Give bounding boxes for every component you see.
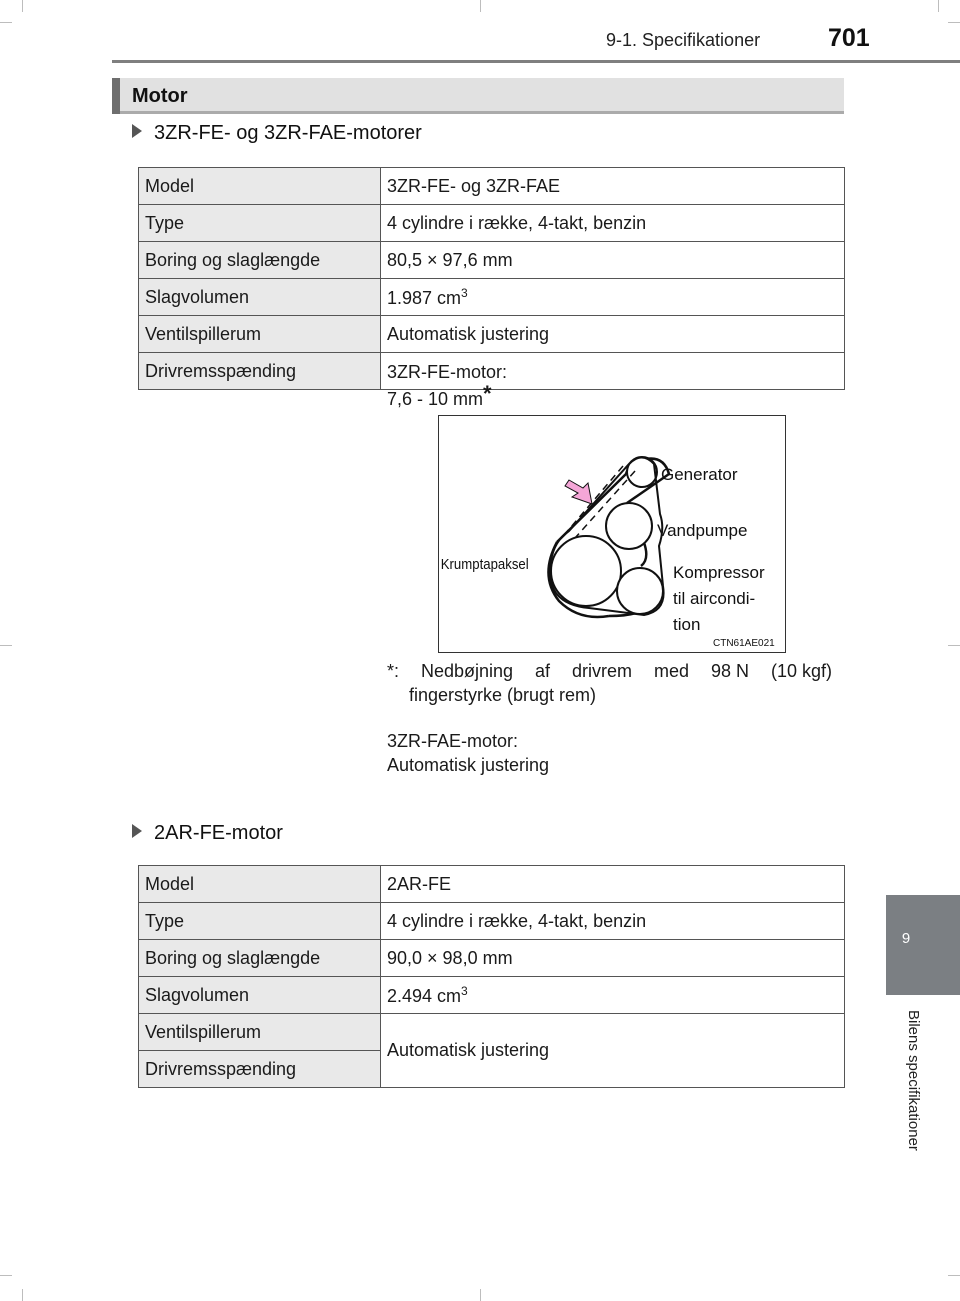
footnote-word: (10 kgf) bbox=[770, 661, 832, 681]
header-rule bbox=[112, 60, 960, 63]
crop-mark bbox=[948, 1275, 960, 1276]
fe-value: 7,6 - 10 mm bbox=[387, 389, 484, 409]
row-value: 2AR-FE bbox=[381, 866, 845, 903]
row-label: Type bbox=[139, 903, 381, 940]
chapter-number: 9 bbox=[901, 930, 911, 947]
table-row bbox=[139, 316, 845, 353]
label-compressor-1: Kompressor bbox=[673, 563, 765, 582]
table-row bbox=[139, 279, 845, 316]
label-compressor-3: tion bbox=[673, 615, 701, 634]
crop-mark bbox=[0, 1275, 12, 1276]
table-row bbox=[139, 168, 845, 205]
subheading-2ar bbox=[132, 822, 283, 845]
asterisk: * bbox=[483, 381, 492, 406]
page-number: 701 bbox=[828, 24, 870, 52]
merged-value: Automatisk justering bbox=[381, 1014, 845, 1088]
table-row bbox=[139, 977, 845, 1014]
row-label: Slagvolumen bbox=[139, 279, 381, 316]
crop-mark bbox=[948, 645, 960, 646]
footnote-line-1 bbox=[387, 659, 832, 683]
row-label: Drivremsspænding bbox=[139, 1051, 381, 1088]
belt-diagram bbox=[438, 415, 786, 653]
table-row bbox=[139, 866, 845, 903]
crop-mark bbox=[938, 0, 939, 12]
table-row bbox=[139, 1014, 845, 1051]
figure-code: CTN61AE021 bbox=[713, 638, 775, 649]
row-label: Drivremsspænding bbox=[139, 353, 381, 390]
fae-title: 3ZR-FAE-motor: bbox=[387, 731, 519, 751]
crankshaft-pulley bbox=[551, 536, 621, 606]
water-pump-pulley bbox=[606, 503, 652, 549]
header-section-title: 9-1. Specifikationer bbox=[606, 30, 761, 50]
unit-superscript: 3 bbox=[461, 983, 468, 998]
crop-mark bbox=[22, 1289, 23, 1301]
row-label: Ventilspillerum bbox=[139, 316, 381, 353]
table-row bbox=[139, 353, 845, 390]
belt-tension-cell bbox=[381, 353, 845, 775]
label-crankshaft: Krumptapaksel bbox=[440, 555, 529, 573]
crop-mark bbox=[0, 645, 12, 646]
section-title: Motor bbox=[132, 85, 188, 107]
footnote-word: med bbox=[653, 661, 689, 681]
row-label: Slagvolumen bbox=[139, 977, 381, 1014]
row-label: Model bbox=[139, 866, 381, 903]
subheading-3zr-text: 3ZR-FE- og 3ZR-FAE-motorer bbox=[154, 122, 422, 144]
label-compressor-2: til aircondi- bbox=[673, 589, 756, 608]
arrow-right-icon bbox=[132, 124, 142, 138]
crop-mark bbox=[0, 22, 12, 23]
crop-mark bbox=[948, 22, 960, 23]
crop-mark bbox=[480, 0, 481, 12]
row-value: 3ZR-FE- og 3ZR-FAE bbox=[381, 168, 845, 205]
table-row bbox=[139, 903, 845, 940]
footnote-mark: *: bbox=[387, 661, 400, 681]
row-label: Ventilspillerum bbox=[139, 1014, 381, 1051]
compressor-pulley bbox=[617, 568, 663, 614]
row-value bbox=[381, 977, 845, 1014]
row-value: 4 cylindre i række, 4-takt, benzin bbox=[381, 903, 845, 940]
displacement-value: 1.987 cm bbox=[387, 287, 462, 308]
subheading-3zr bbox=[132, 122, 422, 145]
fe-title: 3ZR-FE-motor: bbox=[387, 362, 508, 382]
unit-superscript: 3 bbox=[461, 285, 468, 300]
footnote-word: drivrem bbox=[572, 661, 633, 681]
displacement-value: 2.494 cm bbox=[387, 985, 462, 1006]
row-value: 80,5 × 97,6 mm bbox=[381, 242, 845, 279]
spec-table-2ar bbox=[138, 865, 845, 1088]
table-row bbox=[139, 940, 845, 977]
label-water-pump: Vandpumpe bbox=[657, 521, 748, 540]
label-generator: Generator bbox=[661, 465, 738, 484]
row-label: Type bbox=[139, 205, 381, 242]
pink-pointer-arrow-icon bbox=[565, 480, 592, 504]
footnote-word: 98 N bbox=[710, 661, 749, 681]
row-value: Automatisk justering bbox=[381, 316, 845, 353]
table-row bbox=[139, 205, 845, 242]
footnote bbox=[387, 659, 832, 707]
chapter-label: Bilens specifikationer bbox=[905, 1010, 922, 1151]
table-row bbox=[139, 242, 845, 279]
fae-block bbox=[387, 729, 549, 777]
section-header bbox=[112, 78, 844, 114]
row-value: 4 cylindre i række, 4-takt, benzin bbox=[381, 205, 845, 242]
section-accent bbox=[112, 78, 120, 114]
row-value bbox=[381, 279, 845, 316]
subheading-2ar-text: 2AR-FE-motor bbox=[154, 822, 283, 844]
spec-table-3zr bbox=[138, 167, 845, 775]
arrow-right-icon bbox=[132, 824, 142, 838]
row-label: Model bbox=[139, 168, 381, 205]
crop-mark bbox=[480, 1289, 481, 1301]
row-value: 90,0 × 98,0 mm bbox=[381, 940, 845, 977]
footnote-word: af bbox=[535, 661, 551, 681]
row-label: Boring og slaglængde bbox=[139, 940, 381, 977]
row-label: Boring og slaglængde bbox=[139, 242, 381, 279]
fe-value-line bbox=[387, 383, 832, 410]
footnote-line-2: fingerstyrke (brugt rem) bbox=[409, 685, 597, 705]
footnote-word: Nedbøjning bbox=[420, 661, 514, 681]
fae-value: Automatisk justering bbox=[387, 755, 550, 775]
crop-mark bbox=[22, 0, 23, 12]
